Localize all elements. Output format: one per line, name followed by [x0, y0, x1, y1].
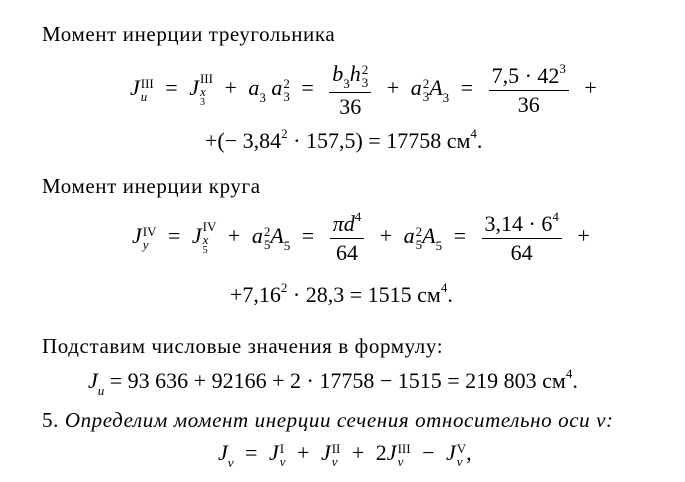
circle-formula-line1: J IV y = J IV x 5 + a 2 5 $A_5$ = $\frac{\pi d^4}{64}$ + a 2 5 $A_5$ = $\frac{3,14 \cdot 6^4}{64}$ + — [132, 208, 590, 266]
triangle-formula-line1: J III u = J III x 3 + $a_3$ a 2 3 = $b_3h$ 2 3 36 + a 2 3 $A_3$ = $\frac{7,5 \cdot 42^3}{36}$ + — [130, 60, 597, 119]
step5-text: Определим момент инерции сечения относительно оси v: — [64, 408, 614, 432]
step5-number: 5. — [42, 408, 59, 432]
circle-heading: Момент инерции круга — [42, 174, 261, 198]
circle-fraction-1: $\frac{\pi d^4}{64}$ — [330, 212, 365, 264]
step5-line — [42, 408, 614, 433]
triangle-heading: Момент инерции треугольника — [42, 22, 336, 46]
step5-formula: $J_v = J$ I v + J II v + 2J III v − J V v , — [218, 440, 472, 471]
circle-formula-line2: $+7,16^2 \cdot 28,3 = 1515$ $см^4$. — [230, 279, 453, 307]
triangle-fraction-1: $b_3h$ 2 3 36 — [329, 62, 371, 118]
substitute-heading: Подставим числовые значения в формулу: — [42, 334, 444, 358]
triangle-fraction-2: $\frac{7,5 \cdot 42^3}{36}$ — [489, 64, 569, 116]
circle-fraction-2: $\frac{3,14 \cdot 6^4}{64}$ — [482, 212, 562, 264]
triangle-formula-line2: +(− $3,84^2 \cdot 157,5) = 17758$ $см^4$. — [205, 125, 483, 153]
substitute-formula: $J_u = 93$ 636 + 92166 + 2 · 17758 − 1515 = 219 803 $см^4$. — [88, 365, 578, 399]
